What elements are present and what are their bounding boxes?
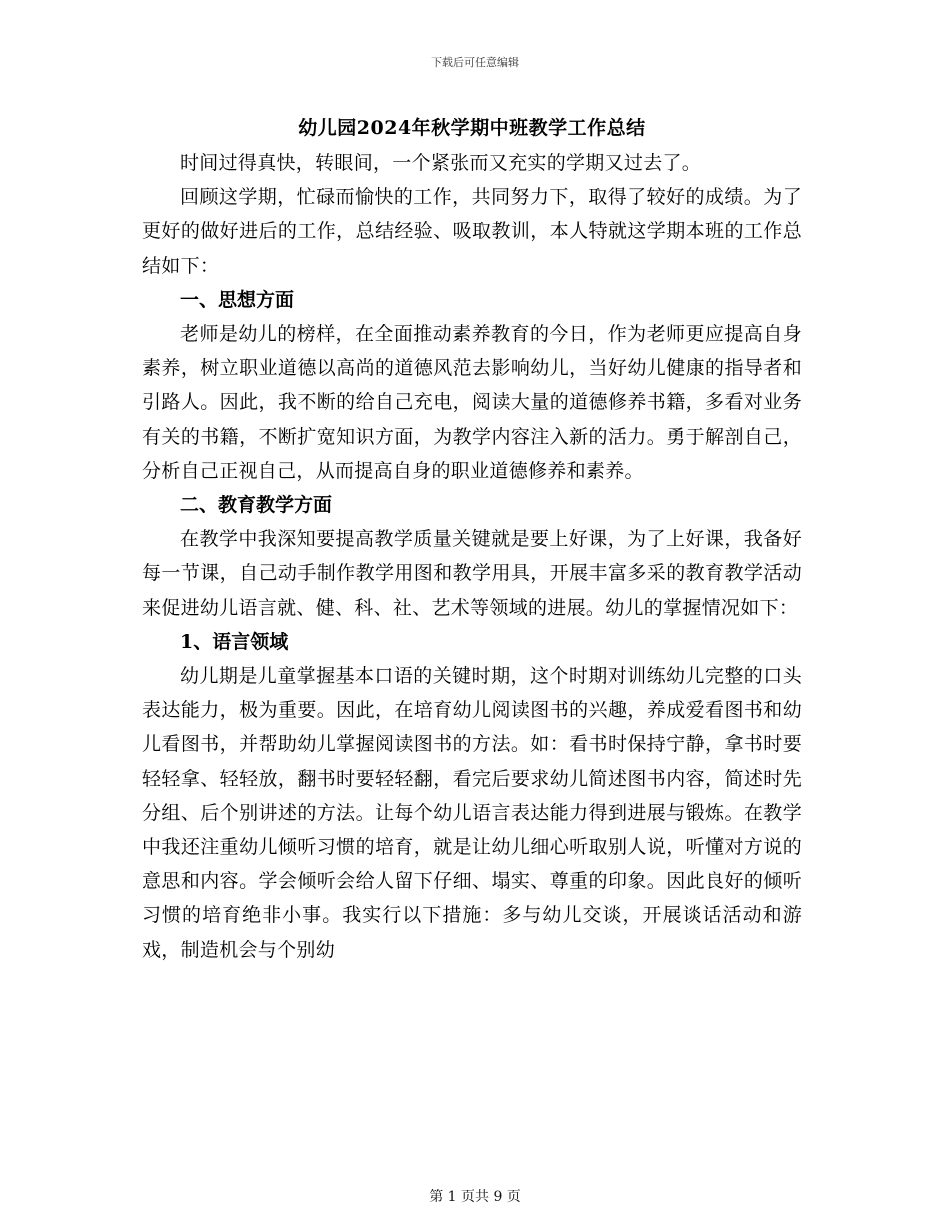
section-heading-thought: 一、思想方面 (180, 288, 295, 311)
paragraph-review: 回顾这学期，忙碌而愉快的工作，共同努力下，取得了较好的成绩。为了更好的做好进后的工作，总结经验、吸取教训，本人特就这学期本班的工作总结如下： (142, 186, 802, 277)
document-title: 幼儿园2024年秋学期中班教学工作总结 (298, 117, 646, 139)
section-heading-teaching: 二、教育教学方面 (180, 494, 333, 517)
paragraph-teaching: 在教学中我深知要提高教学质量关键就是要上好课，为了上好课，我备好每一节课，自己动手制作教学用图和教学用具，开展丰富多采的教育教学活动来促进幼儿语言就、健、科、社、艺术等领域的进展。幼儿的掌握情况如下： (142, 528, 802, 619)
page-footer: 第 1 页共 9 页 (429, 1189, 521, 1205)
paragraph-thought: 老师是幼儿的榜样，在全面推动素养教育的今日，作为老师更应提高自身素养，树立职业道德以高尚的道德风范去影响幼儿，当好幼儿健康的指导者和引路人。因此，我不断的给自己充电，阅读大量的道德修养书籍，多看对业务有关的书籍，不断扩宽知识方面，为教学内容注入新的活力。勇于解剖自己，分析自己正视自己，从而提高自身的职业道德修养和素养。 (142, 323, 802, 482)
subsection-heading-language: 1、语言领域 (180, 630, 289, 653)
paragraph-language: 幼儿期是儿童掌握基本口语的关键时期，这个时期对训练幼儿完整的口头表达能力，极为重要。因此，在培育幼儿阅读图书的兴趣，养成爱看图书和幼儿看图书，并帮助幼儿掌握阅读图书的方法。如：看书时保持宁静，拿书时要轻轻拿、轻轻放，翻书时要轻轻翻，看完后要求幼儿简述图书内容，简述时先分组、后个别讲述的方法。让每个幼儿语言表达能力得到进展与锻炼。在教学中我还注重幼儿倾听习惯的培育，就是让幼儿细心听取别人说，听懂对方说的意思和内容。学会倾听会给人留下仔细、塌实、尊重的印象。因此良好的倾听习惯的培育绝非小事。我实行以下措施：多与幼儿交谈，开展谈话活动和游戏，制造机会与个别幼 (142, 665, 802, 961)
document-body (142, 110, 802, 967)
header-note: 下载后可任意编辑 (431, 56, 519, 69)
paragraph-intro: 时间过得真快，转眼间，一个紧张而又充实的学期又过去了。 (180, 152, 702, 174)
